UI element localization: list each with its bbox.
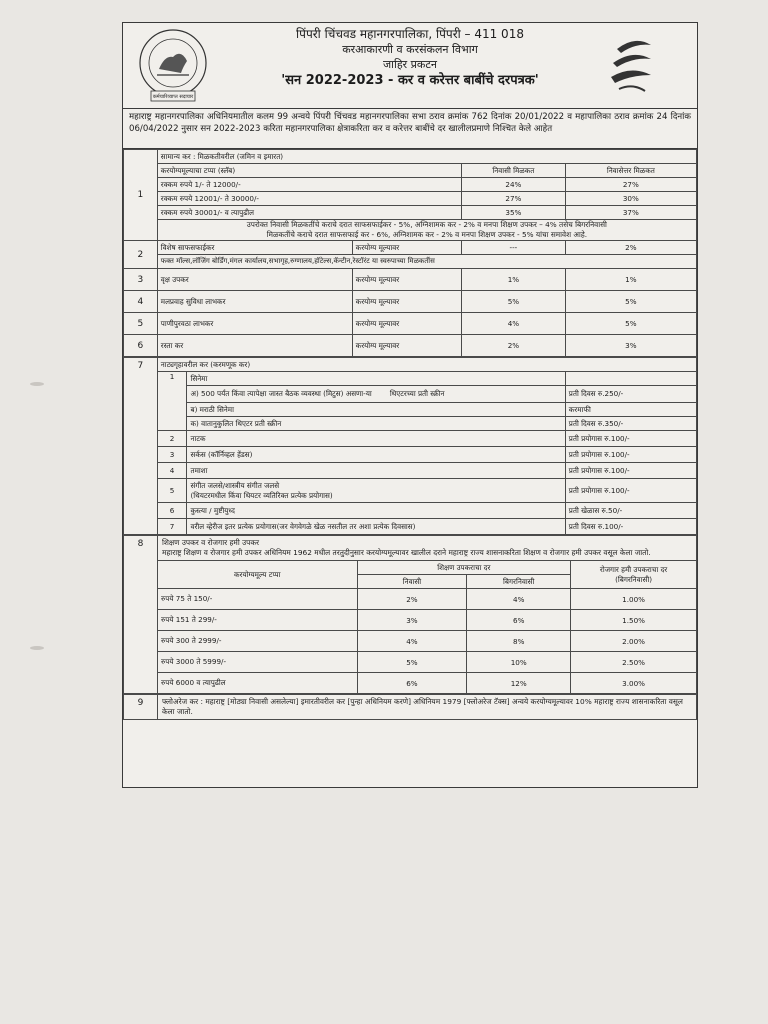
table-cell: 24% xyxy=(462,178,566,192)
table-cell: 3.00% xyxy=(571,673,697,694)
table-row xyxy=(124,241,697,255)
table-cell: करयोग्य मूल्यावर xyxy=(352,269,461,291)
table-row xyxy=(124,447,697,463)
table-row xyxy=(124,652,697,673)
section-paragraph: महाराष्ट्र शिक्षण व रोजगार हमी उपकर अधिनियम 1962 मधील तरतुदीनुसार करयोग्यमूल्यावर खालील दराने महाराष्ट्र राज्य शासनाकरिता शिक्षण व रोजगार हमी उपकर वसूल केला जातो. xyxy=(161,548,651,557)
column-header: शिक्षण उपकराचा दर xyxy=(357,561,571,575)
table-cell: 27% xyxy=(565,178,696,192)
table-cell: 1.00% xyxy=(571,589,697,610)
entertainment-tax-table xyxy=(123,357,697,535)
column-header-line: रोजगार हमी उपकराचा दर xyxy=(599,564,668,574)
section-number: 5 xyxy=(124,313,158,335)
table-cell: थिएटरच्या प्रती स्क्रीन xyxy=(387,386,565,403)
section-number: 7 xyxy=(124,358,158,535)
table-cell: 35% xyxy=(462,206,566,220)
table-cell: 6% xyxy=(357,673,467,694)
table-cell: विशेष साफसफाईकर xyxy=(157,241,352,255)
table-row xyxy=(124,503,697,519)
table-row xyxy=(124,417,697,431)
table-cell: 27% xyxy=(462,192,566,206)
table-cell: 8% xyxy=(467,631,571,652)
table-cell: रक्कम रुपये 30001/- व त्यापुढील xyxy=(157,206,461,220)
section-number: 8 xyxy=(124,536,158,694)
item-number: 6 xyxy=(157,503,187,519)
table-cell: पाणीपुरवठा लाभकर xyxy=(157,313,352,335)
table-row xyxy=(124,150,697,164)
table-cell: 5% xyxy=(357,652,467,673)
corporation-logo-icon xyxy=(607,35,657,99)
table-cell xyxy=(565,372,696,386)
punch-hole xyxy=(30,646,44,650)
table-cell: तमाशा xyxy=(187,463,565,479)
table-row xyxy=(124,589,697,610)
table-row xyxy=(124,673,697,694)
table-cell: मलप्रवाह सुविधा लाभकर xyxy=(157,291,352,313)
table-cell: सिनेमा xyxy=(187,372,565,386)
corporation-name: पिंपरी चिंचवड महानगरपालिका, पिंपरी – 411 018 xyxy=(296,27,524,41)
table-cell: सर्कस (कॉर्निव्हल हेंडस) xyxy=(187,447,565,463)
table-cell: प्रती खेळास रु.50/- xyxy=(565,503,696,519)
department-name: करआकारणी व करसंकलन विभाग xyxy=(342,43,478,56)
section-number: 6 xyxy=(124,335,158,357)
section-number: 3 xyxy=(124,269,158,291)
table-cell: 2.00% xyxy=(571,631,697,652)
table-row xyxy=(124,192,697,206)
table-cell: प्रती प्रयोगास रु.100/- xyxy=(565,431,696,447)
table-cell: रुपये 3000 ते 5999/- xyxy=(157,652,357,673)
column-header: निवासेत्तर मिळकत xyxy=(565,164,696,178)
table-row xyxy=(124,386,697,403)
table-row xyxy=(124,479,697,503)
table-cell: 12% xyxy=(467,673,571,694)
table-cell: करयोग्य मूल्यावर xyxy=(352,291,461,313)
item-number: 5 xyxy=(157,479,187,503)
table-cell: 1% xyxy=(462,269,566,291)
section-text xyxy=(157,536,696,561)
table-row xyxy=(124,372,697,386)
table-cell: 3% xyxy=(565,335,696,357)
table-cell: प्रती दिवस रु.350/- xyxy=(565,417,696,431)
rate-schedule-title: 'सन 2022-2023 - कर व करेत्तर बाबींचे दरपत्रक' xyxy=(281,73,539,88)
table-cell: प्रती प्रयोगास रु.100/- xyxy=(565,479,696,503)
column-header: करयोग्यमूल्य टप्पा xyxy=(157,561,357,589)
punch-hole xyxy=(30,382,44,386)
table-row xyxy=(124,291,697,313)
cess-table xyxy=(123,535,697,694)
table-cell: कुस्त्या / मुष्टीयुध्द xyxy=(187,503,565,519)
table-cell: 1.50% xyxy=(571,610,697,631)
table-cell: 2% xyxy=(357,589,467,610)
table-row xyxy=(124,313,697,335)
table-row xyxy=(124,220,697,241)
table-row xyxy=(124,519,697,535)
column-header: करयोग्यमूल्याचा टप्पा (स्लॅब) xyxy=(157,164,461,178)
table-row xyxy=(124,695,697,720)
table-cell: 2% xyxy=(462,335,566,357)
column-header-line: (बिगरनिवासी) xyxy=(615,574,653,584)
table-row xyxy=(124,403,697,417)
table-cell: रुपये 300 ते 2999/- xyxy=(157,631,357,652)
table-cell: 5% xyxy=(565,291,696,313)
table-cell: प्रती प्रयोगास रु.100/- xyxy=(565,463,696,479)
header-text-block xyxy=(223,27,597,88)
table-row xyxy=(124,164,697,178)
section-number: 4 xyxy=(124,291,158,313)
table-row xyxy=(124,358,697,372)
seal-motto: कर्मचारिव्याप्त सदाचार xyxy=(152,94,194,100)
column-header: निवासी मिळकत xyxy=(462,164,566,178)
item-label: संगीत जलसे/शास्त्रीय संगीत जलसे xyxy=(190,480,280,490)
table-cell: 10% xyxy=(467,652,571,673)
table-cell: करमाफी xyxy=(565,403,696,417)
table-cell: 5% xyxy=(565,313,696,335)
tax-note-line: उपरोक्त निवासी मिळकतींचे कराचे दरात साफसफाईकर - 5%, अग्निशामक कर - 2% व मनपा शिक्षण उपकर – 4% तसेच बिगरनिवासी xyxy=(246,220,607,229)
table-row xyxy=(124,206,697,220)
notice-label: जाहिर प्रकटन xyxy=(382,58,438,71)
rate-notice-page xyxy=(122,22,698,788)
section-number: 2 xyxy=(124,241,158,269)
table-row xyxy=(124,631,697,652)
table-row xyxy=(124,536,697,561)
table-cell: 2% xyxy=(565,241,696,255)
table-cell: अ) 500 पर्यंत किंवा त्यापेक्षा जास्त बैठक व्यवस्था (मिटुस) असणा-या xyxy=(187,386,387,403)
table-row xyxy=(124,463,697,479)
table-cell: 5% xyxy=(462,291,566,313)
table-row xyxy=(124,255,697,269)
table-cell: 6% xyxy=(467,610,571,631)
tax-note xyxy=(157,220,696,241)
table-row xyxy=(124,610,697,631)
table-cell: फक्त मॉल्स,लॉजिंग बोर्डिंग,मंगल कार्यालय,सभागृह,रुग्णालय,हॉटेल्स,कॅन्टीन,रेस्टॉरंट या स्वरुपाच्या मिळकतींस xyxy=(157,255,696,269)
item-number: 7 xyxy=(157,519,187,535)
table-row xyxy=(124,178,697,192)
column-header xyxy=(571,561,697,589)
table-cell: रस्ता कर xyxy=(157,335,352,357)
table-cell: रक्कम रुपये 1/- ते 12000/- xyxy=(157,178,461,192)
section-number: 1 xyxy=(124,150,158,241)
intro-paragraph: महाराष्ट्र महानगरपालिका अधिनियमातील कलम 99 अन्वये पिंपरी चिंचवड महानगरपालिका सभा ठराव क्रमांक 762 दिनांक 20/01/2022 व महापालिका ठराव क्रमांक 24 दिनांक 06/04/2022 नुसार सन 2022-2023 करिता महानगरपालिका क्षेत्राकरिता कर व करेत्तर बाबींचे दर खालीलप्रमाणे निश्चित केले आहेत xyxy=(123,109,697,149)
column-header: बिगरनिवासी xyxy=(467,575,571,589)
table-cell: रुपये 75 ते 150/- xyxy=(157,589,357,610)
table-row xyxy=(124,269,697,291)
table-cell: रक्कम रुपये 12001/- ते 30000/- xyxy=(157,192,461,206)
table-cell: 4% xyxy=(462,313,566,335)
rate-table xyxy=(123,149,697,357)
table-cell: 3% xyxy=(357,610,467,631)
table-cell: क) वातानुकुलित थिएटर प्रती स्क्रीन xyxy=(187,417,565,431)
table-cell: नाटक xyxy=(187,431,565,447)
table-cell: ब) मराठी सिनेमा xyxy=(187,403,565,417)
table-cell: रुपये 151 ते 299/- xyxy=(157,610,357,631)
table-cell: प्रती प्रयोगास रु.100/- xyxy=(565,447,696,463)
table-row xyxy=(124,335,697,357)
table-cell: 30% xyxy=(565,192,696,206)
column-header: निवासी xyxy=(357,575,467,589)
notice-header xyxy=(123,23,697,109)
table-row xyxy=(124,431,697,447)
table-cell: वृक्ष उपकर xyxy=(157,269,352,291)
tax-note-line: मिळकतींचे कराचे दरात साफसफाई कर - 6%, अग्निशामक कर - 2% व मनपा शिक्षण उपकर - 5% यांचा समावेश आहे. xyxy=(266,230,588,239)
municipal-seal-icon xyxy=(131,27,215,105)
table-cell: करयोग्य मूल्यावर xyxy=(352,313,461,335)
floorage-tax-text: फ्लोअरेज कर : महाराष्ट्र [मोठ्या निवासी असलेल्या] इमारतीवरील कर [पुन्हा अधिनियम करणे] अधिनियम 1979 [फ्लोअरेज टॅक्स] अन्वये करयोग्यमूल्यावर 10% महाराष्ट्र राज्य शासनाकरिता वसूल केला जातो. xyxy=(158,695,697,720)
table-row xyxy=(124,561,697,575)
item-number: 3 xyxy=(157,447,187,463)
table-cell: प्रती दिवस रु.250/- xyxy=(565,386,696,403)
item-number: 1 xyxy=(157,372,187,431)
item-sublabel: (थियटरमधील किंवा थियटर व्यतिरिक्त प्रत्येक प्रयोगास) xyxy=(190,490,333,500)
table-cell: प्रती दिवस रु.100/- xyxy=(565,519,696,535)
section-title: शिक्षण उपकर व रोजगार हमी उपकर xyxy=(161,538,260,547)
table-cell: करयोग्य मूल्यावर xyxy=(352,335,461,357)
table-cell: --- xyxy=(462,241,566,255)
section-title: सामान्य कर : मिळकतीवरील (जमिन व इमारत) xyxy=(157,150,696,164)
table-cell: 37% xyxy=(565,206,696,220)
item-number: 4 xyxy=(157,463,187,479)
floorage-tax-table xyxy=(123,694,697,720)
section-title: नाट्यगृहावरील कर (करमणूक कर) xyxy=(157,358,696,372)
table-cell: 2.50% xyxy=(571,652,697,673)
table-cell xyxy=(187,479,565,503)
table-cell: 4% xyxy=(467,589,571,610)
table-cell: रुपये 6000 व त्यापुढील xyxy=(157,673,357,694)
table-cell: 4% xyxy=(357,631,467,652)
table-cell: करयोग्य मूल्यावर xyxy=(352,241,461,255)
table-cell: वरील व्हेरीज इतर प्रत्येक प्रयोगास(जर वेगवेगळे खेळ नसतील तर अशा प्रत्येक दिवसास) xyxy=(187,519,565,535)
item-number: 2 xyxy=(157,431,187,447)
table-cell: 1% xyxy=(565,269,696,291)
section-number: 9 xyxy=(124,695,158,720)
